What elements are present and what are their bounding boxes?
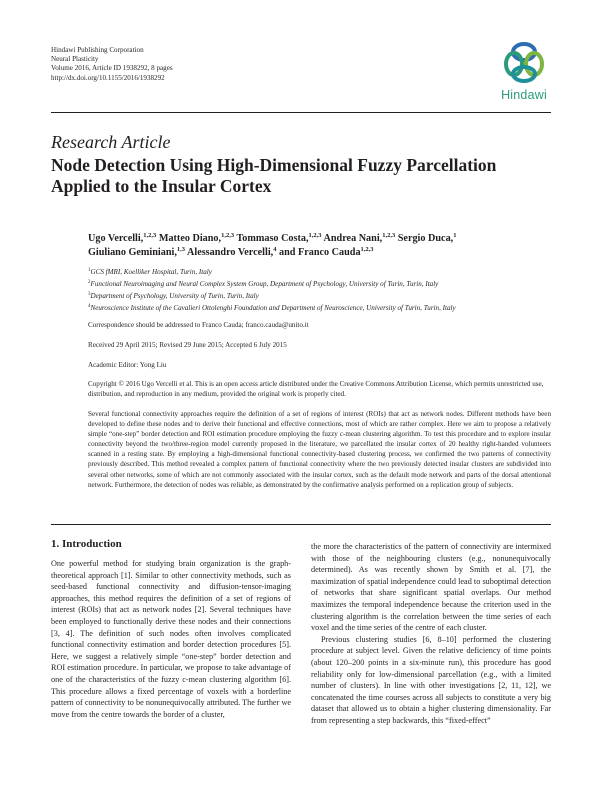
copyright-notice: Copyright © 2016 Ugo Vercelli et al. This is an open access article distributed under the Creative Commons Attribution License, which permits unrestricted use, distribution, and reproduction in any medium, provided the original work is properly cited. xyxy=(88,380,544,399)
affiliation: $^4$Neuroscience Institute of the Cavalieri Ottolenghi Foundation and Department of Neuroscience, University of Turin, Turin, Italy xyxy=(88,304,456,313)
affiliations xyxy=(88,266,552,314)
author: Sergio Duca,$^1$ xyxy=(397,232,457,244)
academic-editor: Academic Editor: Yong Liu xyxy=(88,361,167,369)
header-divider xyxy=(51,112,551,113)
affiliation: $^3$Department of Psychology, University of Turin, Turin, Italy xyxy=(88,292,259,301)
hindawi-logo xyxy=(496,40,552,106)
doi-link[interactable]: http://dx.doi.org/10.1155/2016/1938292 xyxy=(51,73,165,82)
affiliation: $^2$Functional Neuroimaging and Neural Complex System Group, Department of Psychology, University of Turin, Turin, Italy xyxy=(88,280,439,289)
journal-name: Neural Plasticity xyxy=(51,55,99,64)
paragraph: One powerful method for studying brain organization is the graph-theoretical approach [1]. Similar to other connectivity methods, such as seed-based functional connectivity and diffusion-tensor-imaging approaches, this method requires the definition of a set of regions of interest (ROIs) that act as network nodes [2]. Several techniques have been employed to functionally derive these nodes and their connections [3, 4]. The definition of such nodes often involves complicated functional connectivity estimation and border detection procedures [5]. Here, we suggest a relatively simple “one-step” border detection and ROI estimation procedure. In particular, we propose to take advantage of one of the characteristics of the fuzzy c-mean clustering algorithm [6]. This procedure allows a fixed percentage of voxels with a borderline pattern of connectivity to be nonunequivocally attributed. The further we move from the centre towards the border of a cluster, xyxy=(51,559,291,719)
author-list xyxy=(88,232,552,260)
section-heading: 1. Introduction xyxy=(51,538,122,550)
author: Ugo Vercelli,$^{1,2,3}$ xyxy=(88,232,157,244)
author: Andrea Nani,$^{1,2,3}$ xyxy=(323,232,396,244)
author: Matteo Diano,$^{1,2,3}$ xyxy=(158,232,235,244)
volume-info: Volume 2016, Article ID 1938292, 8 pages xyxy=(51,64,173,73)
paragraph: the more the characteristics of the pattern of connectivity are intermixed with those of the neighbouring clusters (e.g., nonunequivocally determined). As was recently shown by Smith et al. [7], the maximization of spatial independence could lead to suboptimal detection of networks that share significant spatial overlaps. Our method maximizes the temporal independence because the criterion used in the clustering algorithm is the correlation between the time series of each voxel and the time series of the centre of each cluster. xyxy=(311,542,551,633)
abstract: Several functional connectivity approaches require the definition of a set of regions of interest (ROIs) that act as network nodes. Different methods have been developed to define these nodes and to derive their functional and effective connections, most of which are rather complex. Here we aim to propose a relatively simple “one-step” border detection and ROI estimation procedure employing the fuzzy c-mean clustering algorithm. To test this procedure and to explore insular connectivity beyond the two/three-region model currently proposed in the literature, we parcellated the insular cortex of 20 healthy right-handed volunteers scanned in a resting state. By employing a high-dimensional functional connectivity-based clustering process, we confirmed the two patterns of connectivity previously described. This method revealed a complex pattern of functional connectivity where the two previously detected insular clusters are subdivided into several other networks, some of which are not commonly associated with the insular cortex, such as the default mode network and parts of the dorsal attentional network. Furthermore, the detection of nodes was reliable, as demonstrated by the confirmative analysis performed on a replication group of subjects. xyxy=(88,410,551,489)
article-type: Research Article xyxy=(51,132,171,152)
body-column-left xyxy=(51,558,291,720)
author: Giuliano Geminiani,$^{1,3}$ xyxy=(88,246,186,258)
logo-text: Hindawi xyxy=(501,88,547,102)
author: Tommaso Costa,$^{1,2,3}$ xyxy=(236,232,322,244)
paragraph: Previous clustering studies [6, 8–10] performed the clustering procedure at subject level. Given the relative deficiency of time points (about 120–200 points in a six-minute run), this procedure has good reliability only for low-dimensional parcellation (e.g., with a limited number of clusters). In line with other investigations [2, 11, 12], we concatenated the time courses across all subjects to constitute a very big dataset that allowed us to obtain a higher clustering dimensionality. Far from representing a step backwards, this “fixed-effect” xyxy=(311,634,551,725)
publisher: Hindawi Publishing Corporation xyxy=(51,46,144,54)
article-dates: Received 29 April 2015; Revised 29 June 2015; Accepted 6 July 2015 xyxy=(88,341,287,349)
correspondence: Correspondence should be addressed to Franco Cauda; franco.cauda@unito.it xyxy=(88,321,309,329)
author: and Franco Cauda$^{1,2,3}$ xyxy=(279,246,374,258)
journal-header xyxy=(51,46,173,83)
author: Alessandro Vercelli,$^4$ xyxy=(187,246,277,258)
article-title: Node Detection Using High-Dimensional Fuzzy Parcellation Applied to the Insular Cortex xyxy=(51,155,497,196)
body-column-right xyxy=(311,541,551,727)
affiliation: $^1$GCS fMRI, Koelliker Hospital, Turin, Italy xyxy=(88,268,212,276)
hindawi-logo-icon xyxy=(502,40,546,84)
abstract-divider xyxy=(51,524,551,525)
